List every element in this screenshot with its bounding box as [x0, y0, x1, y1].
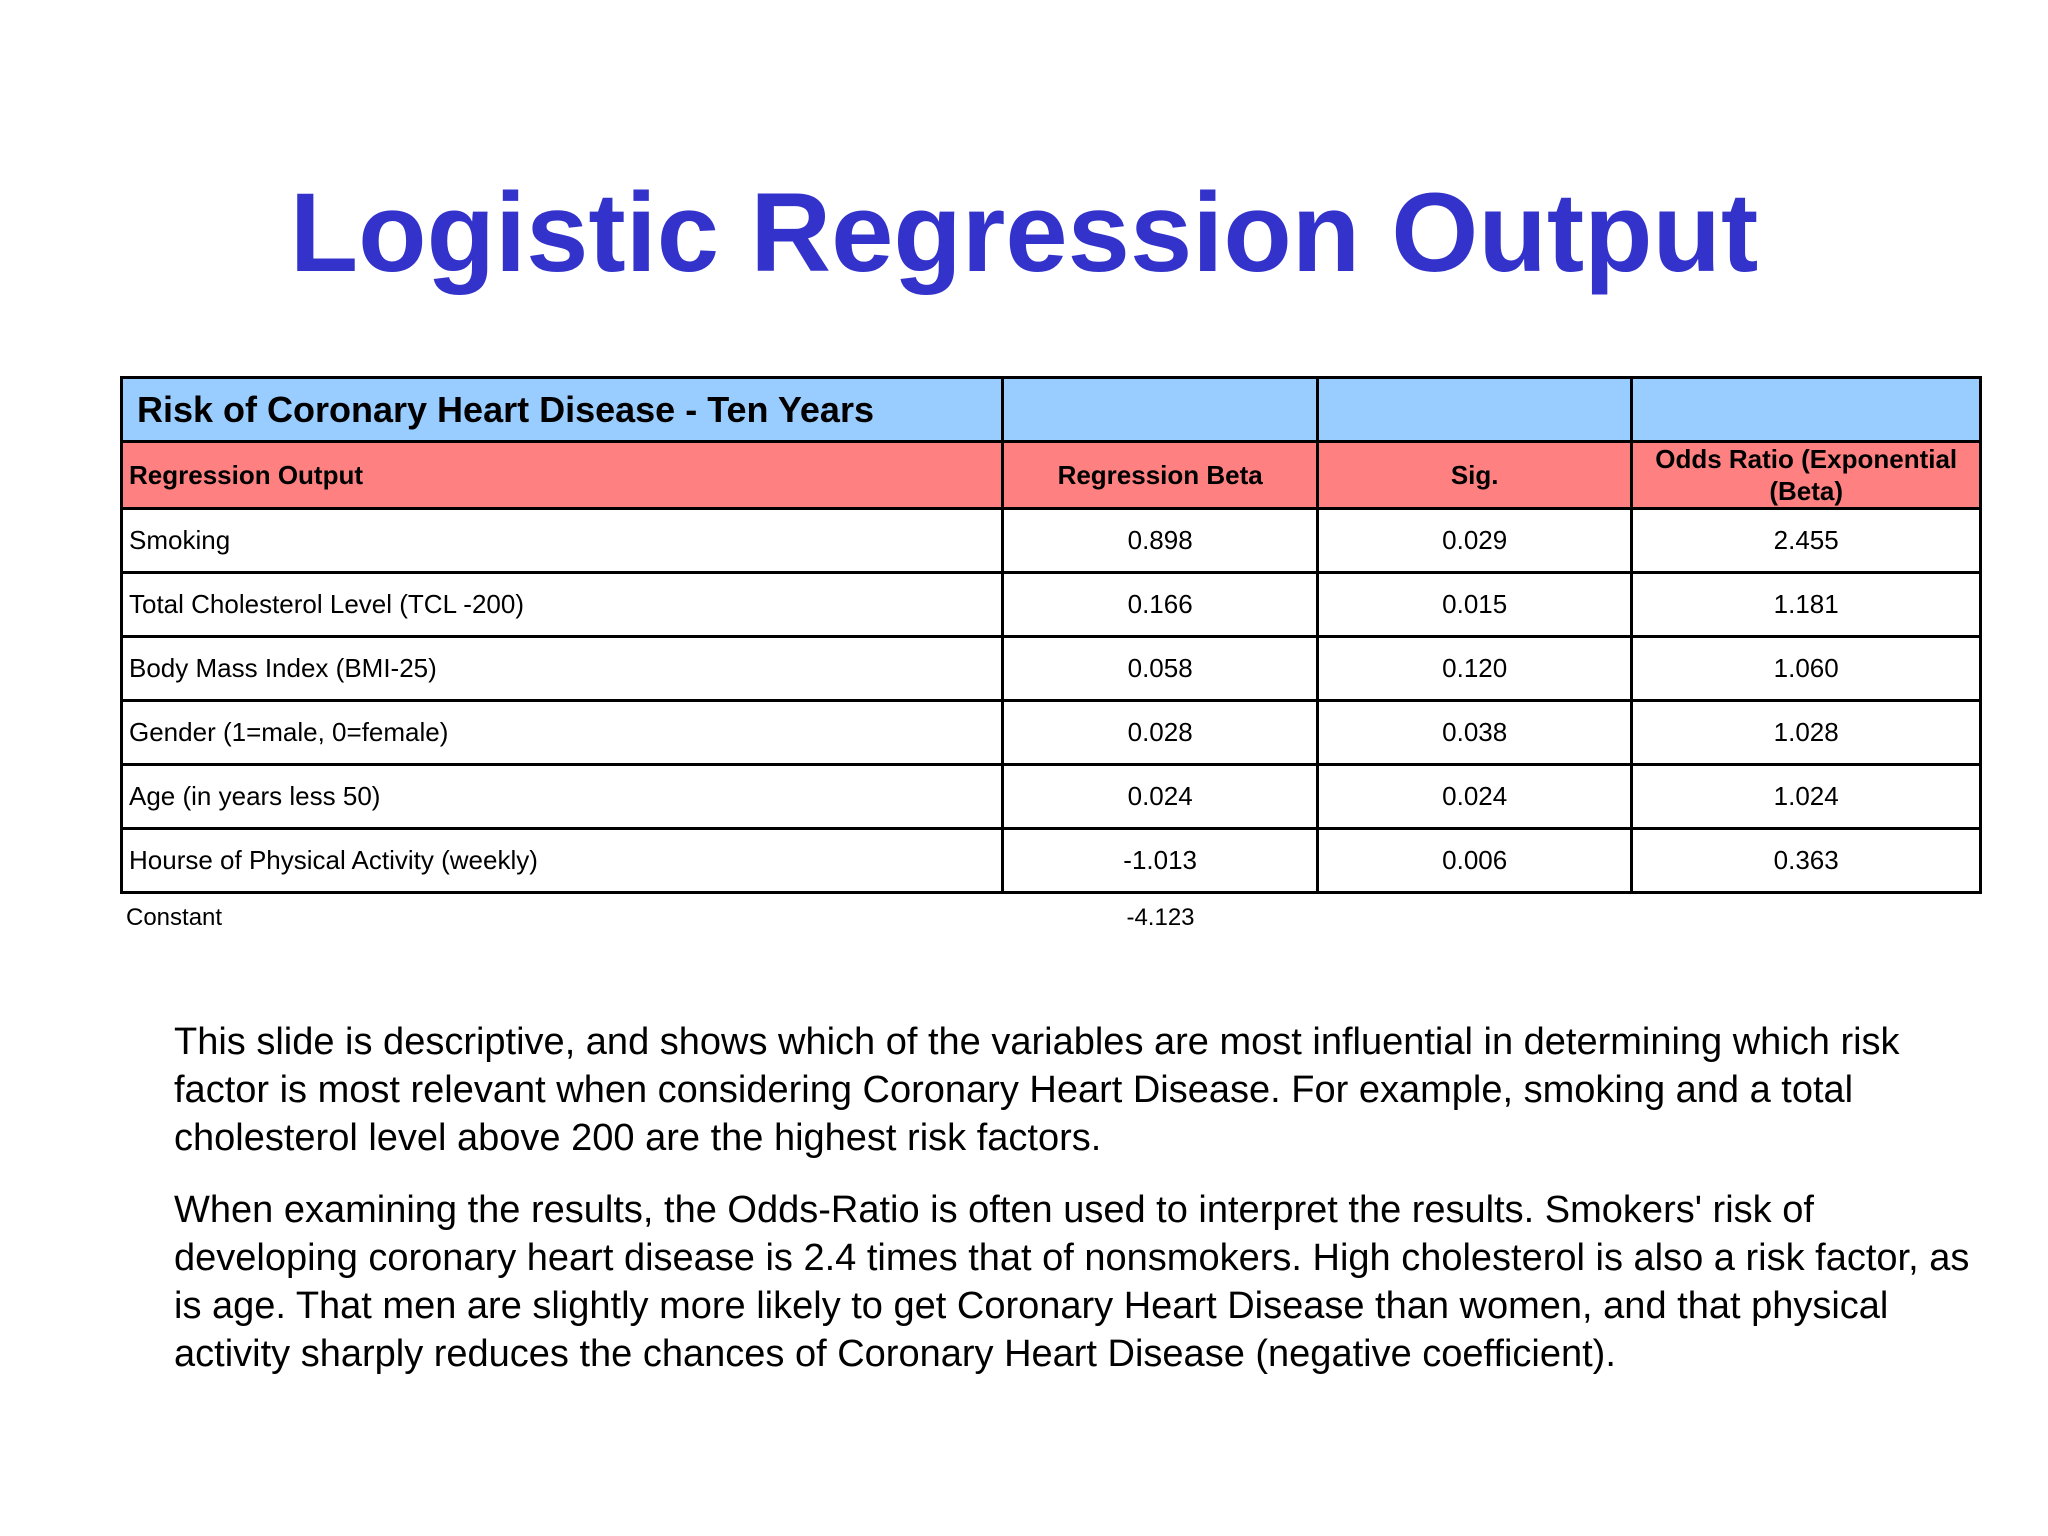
table-header-row [122, 442, 1981, 509]
table-row [122, 765, 1981, 829]
table-row [122, 509, 1981, 573]
body-text [174, 1018, 1974, 1402]
constant-value: -4.123 [1126, 904, 1195, 931]
sig-cell: 0.038 [1317, 701, 1631, 765]
sig-cell: 0.120 [1317, 637, 1631, 701]
odds-ratio-cell: 1.028 [1632, 701, 1981, 765]
beta-cell: 0.024 [1003, 765, 1318, 829]
sig-cell: 0.015 [1317, 573, 1631, 637]
column-header-regression-beta: Regression Beta [1003, 442, 1318, 509]
beta-cell: 0.058 [1003, 637, 1318, 701]
odds-ratio-cell: 2.455 [1632, 509, 1981, 573]
beta-cell: 0.166 [1003, 573, 1318, 637]
table-row [122, 829, 1981, 893]
paragraph: This slide is descriptive, and shows which of the variables are most influential in determining which risk factor is most relevant when considering Coronary Heart Disease. For example, smoking and a total cholesterol level above 200 are the highest risk factors. [174, 1021, 1900, 1159]
beta-cell: 0.898 [1003, 509, 1318, 573]
beta-cell: 0.028 [1003, 701, 1318, 765]
table-row [122, 637, 1981, 701]
column-header-regression-output: Regression Output [122, 442, 1003, 509]
variable-cell: Age (in years less 50) [122, 765, 1003, 829]
variable-cell: Total Cholesterol Level (TCL -200) [122, 573, 1003, 637]
sig-cell: 0.024 [1317, 765, 1631, 829]
constant-label: Constant [126, 904, 223, 931]
odds-ratio-cell: 1.181 [1632, 573, 1981, 637]
odds-ratio-cell: 0.363 [1632, 829, 1981, 893]
table-row [122, 701, 1981, 765]
column-header-odds-ratio: Odds Ratio (Exponential (Beta) [1632, 442, 1981, 509]
paragraph: When examining the results, the Odds-Ratio is often used to interpret the results. Smokers' risk of developing coronary heart disease is 2.4 times that of nonsmokers. High cholesterol is also a risk factor, as is age. That men are slightly more likely to get Coronary Heart Disease than women, and that physical activity sharply reduces the chances of Coronary Heart Disease (negative coefficient). [174, 1189, 1970, 1375]
variable-cell: Hourse of Physical Activity (weekly) [122, 829, 1003, 893]
column-header-sig: Sig. [1317, 442, 1631, 509]
table-banner: Risk of Coronary Heart Disease - Ten Years [122, 378, 1003, 442]
odds-ratio-cell: 1.060 [1632, 637, 1981, 701]
variable-cell: Smoking [122, 509, 1003, 573]
regression-table [120, 376, 1982, 894]
banner-empty-cell [1632, 378, 1981, 442]
slide-title: Logistic Regression Output [289, 170, 1759, 295]
odds-ratio-cell: 1.024 [1632, 765, 1981, 829]
variable-cell: Body Mass Index (BMI-25) [122, 637, 1003, 701]
sig-cell: 0.006 [1317, 829, 1631, 893]
beta-cell: -1.013 [1003, 829, 1318, 893]
sig-cell: 0.029 [1317, 509, 1631, 573]
table-row [122, 573, 1981, 637]
table-banner-row [122, 378, 1981, 442]
banner-empty-cell [1003, 378, 1318, 442]
variable-cell: Gender (1=male, 0=female) [122, 701, 1003, 765]
banner-empty-cell [1317, 378, 1631, 442]
